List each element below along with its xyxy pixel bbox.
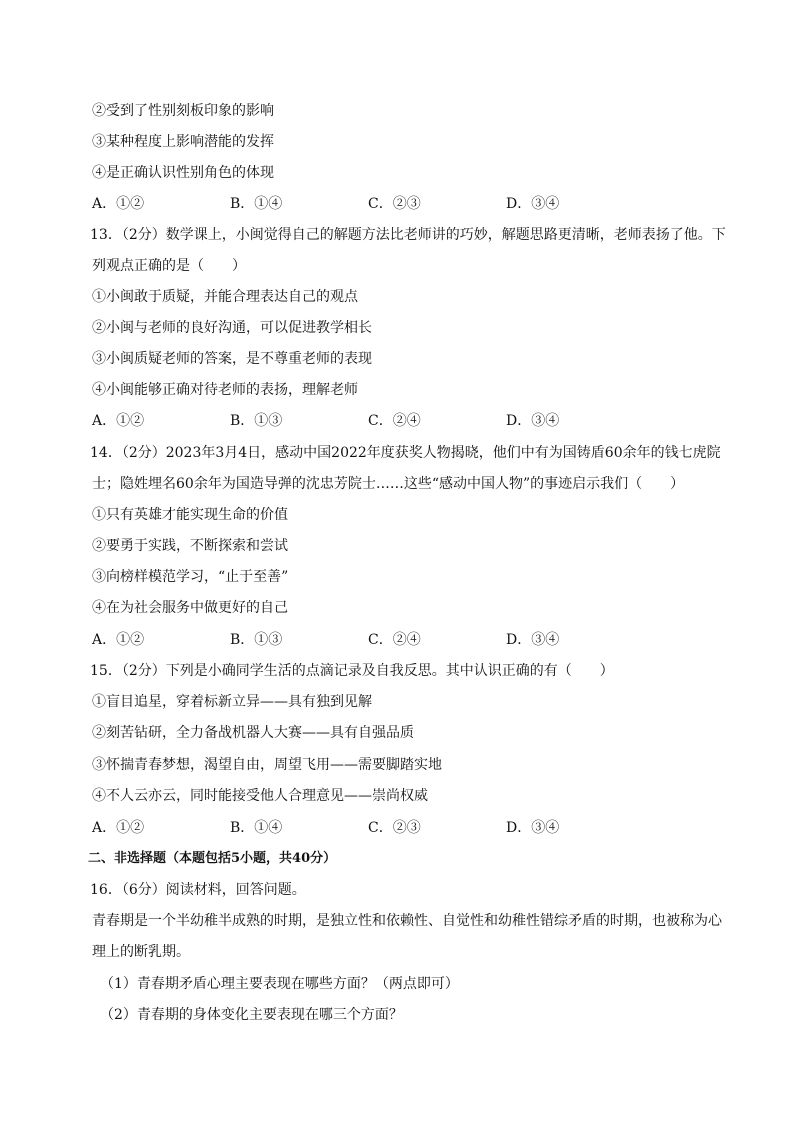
q13-option-4: ④小闽能够正确对待老师的表扬，理解老师 <box>92 382 358 398</box>
q15-option-4: ④不人云亦云，同时能接受他人合理意见——崇尚权威 <box>92 788 428 804</box>
q14-option-4: ④在为社会服务中做更好的自己 <box>92 600 288 616</box>
q12-option-4: ④是正确认识性别角色的体现 <box>92 165 274 181</box>
q15-choice-b[interactable]: B．①④ <box>230 820 283 836</box>
q12-choice-d[interactable]: D．③④ <box>506 196 560 212</box>
q13-stem-line2: 列观点正确的是（ ） <box>92 258 246 274</box>
q15-option-1: ①盲目追星，穿着标新立异——具有独到见解 <box>92 694 372 710</box>
q15-choice-d[interactable]: D．③④ <box>506 820 560 836</box>
q16-subquestion-2: （2）青春期的身体变化主要表现在哪三个方面？ <box>100 1007 403 1023</box>
q13-choice-a[interactable]: A．①② <box>92 413 145 429</box>
section-2-heading: 二、非选择题（本题包括5小题，共40分） <box>88 851 337 866</box>
q16-stem: 16．（6分）阅读材料，回答问题。 <box>90 882 306 898</box>
q14-option-2: ②要勇于实践，不断探索和尝试 <box>92 538 288 554</box>
q14-option-1: ①只有英雄才能实现生命的价值 <box>92 507 288 523</box>
q14-choice-b[interactable]: B．①③ <box>230 632 283 648</box>
q13-option-2: ②小闽与老师的良好沟通，可以促进教学相长 <box>92 320 372 336</box>
q13-stem-line1: 13．（2分）数学课上，小闽觉得自己的解题方法比老师讲的巧妙，解题思路更清晰，老师表扬了他。下 <box>90 227 726 243</box>
q12-choice-c[interactable]: C．②③ <box>368 196 421 212</box>
q15-option-2: ②刻苦钻研，全力备战机器人大赛——具有自强品质 <box>92 725 414 741</box>
q13-choice-d[interactable]: D．③④ <box>506 413 560 429</box>
q14-choice-a[interactable]: A．①② <box>92 632 145 648</box>
q13-option-3: ③小闽质疑老师的答案，是不尊重老师的表现 <box>92 351 372 367</box>
q14-stem-line1: 14．（2分）2023年3月4日，感动中国2022年度获奖人物揭晓，他们中有为国铸盾60余年的钱七虎院 <box>90 445 721 461</box>
q15-choice-c[interactable]: C．②③ <box>368 820 421 836</box>
q14-stem-line2: 士；隐姓埋名60余年为国造导弹的沈忠芳院士……这些“感动中国人物”的事迹启示我们（ ） <box>92 476 685 492</box>
q12-option-2: ②受到了性别刻板印象的影响 <box>92 103 274 119</box>
q16-material-line2: 理上的断乳期。 <box>92 944 190 960</box>
q13-choice-c[interactable]: C．②④ <box>368 413 421 429</box>
q12-choice-a[interactable]: A．①② <box>92 196 145 212</box>
q15-option-3: ③怀揣青春梦想，渴望自由，周望飞用——需要脚踏实地 <box>92 757 442 773</box>
q13-choice-b[interactable]: B．①③ <box>230 413 283 429</box>
q16-subquestion-1: （1）青春期矛盾心理主要表现在哪些方面？（两点即可） <box>100 976 459 992</box>
q16-material-line1: 青春期是一个半幼稚半成熟的时期，是独立性和依赖性、自觉性和幼稚性错综矛盾的时期，也被称为心 <box>92 913 722 929</box>
q12-choice-b[interactable]: B．①④ <box>230 196 283 212</box>
q15-choice-a[interactable]: A．①② <box>92 820 145 836</box>
q14-choice-c[interactable]: C．②④ <box>368 632 421 648</box>
q12-option-3: ③某种程度上影响潜能的发挥 <box>92 134 274 150</box>
q14-option-3: ③向榜样模范学习，“止于至善” <box>92 569 289 585</box>
q15-stem-line1: 15．（2分）下列是小确同学生活的点滴记录及自我反思。其中认识正确的有（ ） <box>90 663 614 679</box>
q14-choice-d[interactable]: D．③④ <box>506 632 560 648</box>
q13-option-1: ①小闽敢于质疑，并能合理表达自己的观点 <box>92 289 358 305</box>
